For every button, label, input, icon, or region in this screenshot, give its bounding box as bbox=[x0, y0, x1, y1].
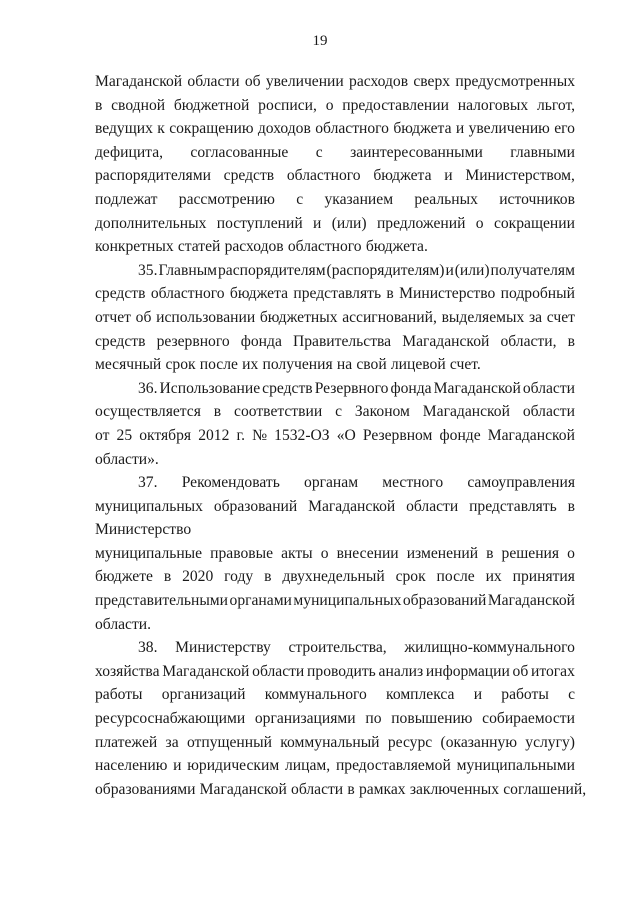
text-line: 38. Министерству строительства, жилищно-коммунального bbox=[138, 639, 575, 657]
text-line: населению и юридическим лицам, предоставляемой муниципальными bbox=[95, 757, 575, 775]
text-line: Министерство bbox=[95, 521, 192, 539]
text-line: хозяйства Магаданской области проводить анализ информации об итогах bbox=[95, 662, 575, 680]
document-body bbox=[95, 70, 587, 801]
text-line: ведущих к сокращению доходов областного бюджета и увеличению его bbox=[95, 120, 575, 138]
text-line: отчет об использовании бюджетных ассигнований, выделяемых за счет bbox=[95, 308, 575, 326]
text-line: средств областного бюджета представлять в Министерство подробный bbox=[95, 285, 575, 303]
paragraph-p36 bbox=[95, 377, 575, 471]
page-number: 19 bbox=[312, 33, 328, 49]
text-line: Магаданской области об увеличении расходов сверх предусмотренных bbox=[95, 73, 575, 90]
paragraph-p38 bbox=[95, 636, 587, 801]
paragraph-p35 bbox=[95, 259, 575, 377]
text-line: образованиями Магаданской области в рамках заключенных соглашений, bbox=[95, 780, 587, 798]
text-line: 35. Главным распорядителям (распорядителям) и (или) получателям bbox=[138, 261, 575, 279]
text-line: дефицита, согласованные с заинтересованными главными bbox=[95, 143, 575, 161]
paragraph-p37 bbox=[95, 471, 575, 636]
text-line: месячный срок после их получения на свой лицевой счет. bbox=[95, 356, 481, 374]
text-line: осуществляется в соответствии с Законом Магаданской области bbox=[95, 403, 575, 421]
text-line: области». bbox=[95, 450, 159, 468]
text-line: от 25 октября 2012 г. № 1532-ОЗ «О Резервном фонде Магаданской bbox=[95, 426, 575, 444]
text-line: работы организаций коммунального комплекса и работы с bbox=[95, 686, 575, 704]
text-line: конкретных статей расходов областного бюджета. bbox=[95, 238, 428, 256]
text-line: 36. Использование средств Резервного фонда Магаданской области bbox=[138, 379, 575, 397]
paragraph-p34-continued bbox=[95, 70, 575, 259]
text-line: бюджете в 2020 году в двухнедельный срок после их принятия bbox=[95, 568, 575, 586]
text-line: распорядителями средств областного бюджета и Министерством, bbox=[95, 167, 575, 185]
text-line: подлежат рассмотрению с указанием реальных источников bbox=[95, 190, 575, 208]
text-line: представительными органами муниципальных образований Магаданской bbox=[95, 592, 575, 610]
text-line: 37. Рекомендовать органам местного самоуправления bbox=[138, 474, 575, 492]
text-line: ресурсоснабжающими организациями по повышению собираемости bbox=[95, 710, 575, 728]
text-line: области. bbox=[95, 615, 152, 633]
text-line: дополнительных поступлений и (или) предложений о сокращении bbox=[95, 214, 575, 232]
text-line: муниципальные правовые акты о внесении изменений в решения о bbox=[95, 544, 575, 562]
text-line: в сводной бюджетной росписи, о предоставлении налоговых льгот, bbox=[95, 96, 575, 114]
text-line: муниципальных образований Магаданской области представлять в bbox=[95, 497, 575, 515]
text-line: средств резервного фонда Правительства Магаданской области, в bbox=[95, 332, 575, 350]
text-line: платежей за отпущенный коммунальный ресурс (оказанную услугу) bbox=[95, 733, 575, 751]
